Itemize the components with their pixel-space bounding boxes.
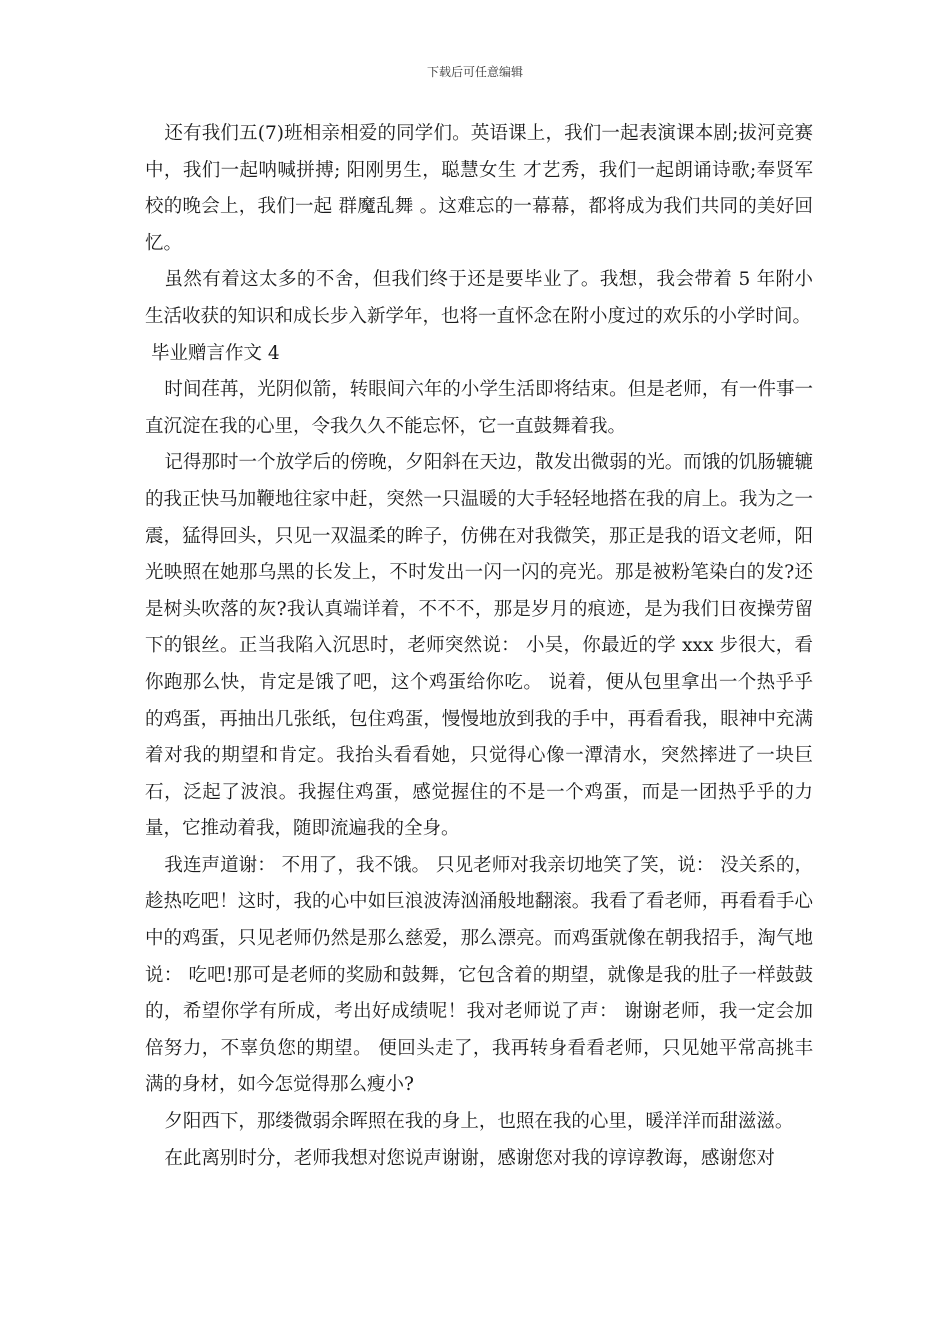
paragraph-sunset: 夕阳西下，那缕微弱余晖照在我的身上，也照在我的心里，暖洋洋而甜滋滋。 bbox=[164, 1111, 794, 1133]
paragraph-classmates: 还有我们五(7)班相亲相爱的同学们。英语课上，我们一起表演课本剧;拔河竞赛中，我们一起呐喊拼搏; 阳刚男生，聪慧女生 才艺秀，我们一起朗诵诗歌;奉贤军校的晚会上，我们一起 群魔乱舞 。这难忘的一幕幕，都将成为我们共同的美好回忆。 bbox=[145, 123, 813, 254]
paragraph-intro: 时间荏苒，光阴似箭，转眼间六年的小学生活即将结束。但是老师，有一件事一直沉淀在我的心里，令我久久不能忘怀，它一直鼓舞着我。 bbox=[145, 379, 813, 437]
document-body bbox=[145, 116, 813, 1177]
paragraph-farewell: 在此离别时分，老师我想对您说声谢谢，感谢您对我的谆谆教诲，感谢您对 bbox=[164, 1147, 775, 1169]
page-header-note: 下载后可任意编辑 bbox=[426, 65, 523, 79]
paragraph-graduation: 虽然有着这太多的不舍，但我们终于还是要毕业了。我想，我会带着 5 年附小生活收获的知识和成长步入新学年，也将一直怀念在附小度过的欢乐的小学时间。 bbox=[145, 269, 813, 327]
section-heading: 毕业赠言作文 4 bbox=[151, 342, 280, 364]
paragraph-thanks: 我连声道谢： 不用了，我不饿。 只见老师对我亲切地笑了笑，说： 没关系的，趁热吃吧！这时，我的心中如巨浪波涛汹涌般地翻滚。我看了看老师，再看看手心中的鸡蛋，只见老师仍然是那么慈爱，那么漂亮。而鸡蛋就像在朝我招手，淘气地说： 吃吧!那可是老师的奖励和鼓舞，它包含着的期望，就像是我的肚子一样鼓鼓的，希望你学有所成，考出好成绩呢！我对老师说了声： 谢谢老师，我一定会加倍努力，不辜负您的期望。 便回头走了，我再转身看看老师，只见她平常高挑丰满的身材，如今怎觉得那么瘦小? bbox=[145, 854, 813, 1096]
paragraph-memory: 记得那时一个放学后的傍晚，夕阳斜在天边，散发出微弱的光。而饿的饥肠辘辘的我正快马加鞭地往家中赶，突然一只温暖的大手轻轻地搭在我的肩上。我为之一震，猛得回头，只见一双温柔的眸子，仿佛在对我微笑，那正是我的语文老师，阳光映照在她那乌黑的长发上，不时发出一闪一闪的亮光。那是被粉笔染白的发?还是树头吹落的灰?我认真端详着，不不不，那是岁月的痕迹，是为我们日夜操劳留下的银丝。正当我陷入沉思时，老师突然说： 小吴，你最近的学 xxx 步很大，看你跑那么快，肯定是饿了吧，这个鸡蛋给你吃。 说着，便从包里拿出一个热乎乎的鸡蛋，再抽出几张纸，包住鸡蛋，慢慢地放到我的手中，再看看我，眼神中充满着对我的期望和肯定。我抬头看看她，只觉得心像一潭清水，突然摔进了一块巨石，泛起了波浪。我握住鸡蛋，感觉握住的不是一个鸡蛋，而是一团热乎乎的力量，它推动着我，随即流遍我的全身。 bbox=[145, 452, 813, 840]
